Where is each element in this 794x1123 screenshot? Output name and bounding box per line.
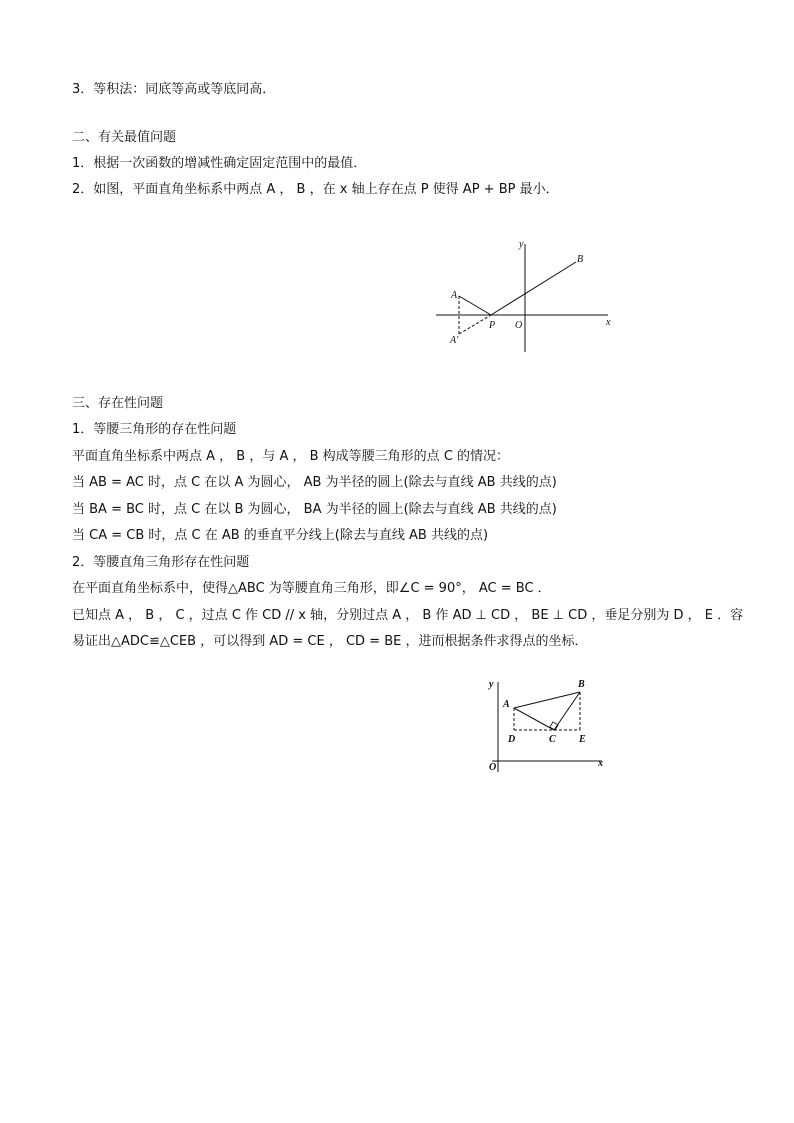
fig1-label-a: A	[451, 290, 458, 301]
fig2-label-y: y	[489, 679, 494, 690]
fig2-label-b: B	[578, 679, 585, 690]
text-line-6: 1．等腰三角形的存在性问题	[72, 422, 237, 437]
fig1-label-b: B	[577, 254, 584, 265]
fig2-label-o: O	[489, 762, 497, 773]
fig1-label-a-prime: A′	[450, 335, 459, 346]
fig2-label-x: x	[598, 758, 603, 769]
fig2-label-e: E	[579, 734, 586, 745]
text-line-13: 已知点 A ， B ， C ，过点 C 作 CD // x 轴，分别过点 A ， B 作 AD ⊥ CD ， BE ⊥ CD ，垂足分别为 D ， E ．容	[72, 608, 744, 623]
fig1-label-p: P	[489, 320, 496, 331]
fig1-label-o: O	[515, 320, 523, 331]
text-line-12: 在平面直角坐标系中，使得△ABC 为等腰直角三角形，即∠C = 90°， AC = BC ．	[72, 581, 551, 596]
fig1-label-y: y	[519, 239, 524, 250]
text-line-3: 1．根据一次函数的增减性确定固定范围中的最值．	[72, 156, 367, 171]
figure-isosceles-right-triangle	[478, 672, 608, 776]
section-heading-3: 三、存在性问题	[72, 396, 164, 411]
text-line-14: 易证出△ADC≌△CEB ，可以得到 AD = CE ， CD = BE ，进而根据条件求得点的坐标．	[72, 634, 588, 649]
fig2-label-d: D	[508, 734, 516, 745]
text-line-9: 当 BA = BC 时，点 C 在以 B 为圆心， BA 为半径的圆上(除去与直线 AB 共线的点)	[72, 502, 557, 517]
fig1-label-x: x	[606, 317, 611, 328]
text-line-7: 平面直角坐标系中两点 A ， B ，与 A ， B 构成等腰三角形的点 C 的情况：	[72, 449, 510, 464]
text-line-10: 当 CA = CB 时，点 C 在 AB 的垂直平分线上(除去与直线 AB 共线的点)	[72, 528, 489, 543]
text-line-1: 3．等积法：同底等高或等底同高．	[72, 82, 276, 97]
section-heading-2: 二、有关最值问题	[72, 130, 177, 145]
text-line-8: 当 AB = AC 时，点 C 在以 A 为圆心， AB 为半径的圆上(除去与直线 AB 共线的点)	[72, 475, 557, 490]
figure-reflection	[430, 236, 620, 356]
text-line-4: 2．如图，平面直角坐标系中两点 A ， B ，在 x 轴上存在点 P 使得 AP + BP 最小．	[72, 182, 559, 197]
text-line-11: 2．等腰直角三角形存在性问题	[72, 555, 250, 570]
fig2-label-c: C	[549, 734, 556, 745]
fig2-label-a: A	[503, 699, 510, 710]
